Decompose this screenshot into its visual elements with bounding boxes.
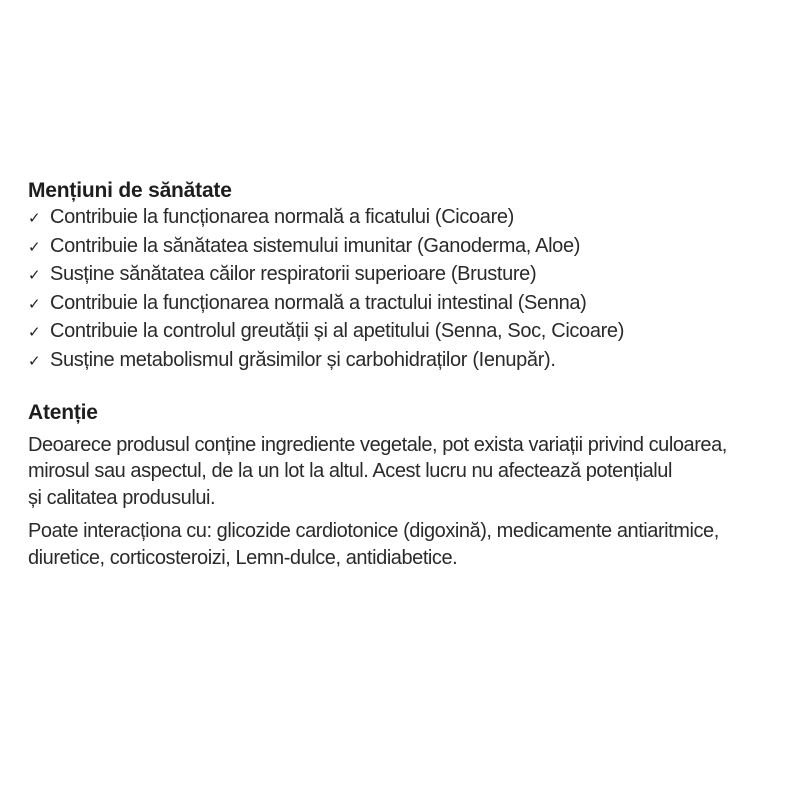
warning-section <box>28 400 788 572</box>
claim-text: Contribuie la sănătatea sistemului imunitar (Ganoderma, Aloe) <box>50 234 581 257</box>
checkmark-icon: ✓ <box>28 238 41 256</box>
claim-text: Susține metabolismul grăsimilor și carbohidraților (Ienupăr). <box>50 348 556 371</box>
paragraph-line: mirosul sau aspectul, de la un lot la altul. Acest lucru nu afectează potențialul <box>28 460 672 483</box>
warning-heading: Atenție <box>28 400 98 424</box>
list-item <box>28 347 788 376</box>
checkmark-icon: ✓ <box>28 210 41 227</box>
list-item <box>28 233 788 262</box>
paragraph-line: Poate interacționa cu: glicozide cardiotonice (digoxină), medicamente antiaritmice, <box>28 520 719 543</box>
checkmark-icon: ✓ <box>28 352 41 370</box>
checkmark-icon: ✓ <box>28 295 41 313</box>
list-item <box>28 204 788 233</box>
paragraph-line: diuretice, corticosteroizi, Lemn-dulce, antidiabetice. <box>28 546 458 569</box>
checkmark-icon: ✓ <box>28 324 41 342</box>
warning-paragraph-interactions <box>28 518 788 571</box>
claim-text: Contribuie la funcționarea normală a tractului intestinal (Senna) <box>50 291 587 314</box>
paragraph-line: Deoarece produsul conține ingrediente vegetale, pot exista variații privind culoarea, <box>28 433 727 456</box>
health-claims-section <box>28 178 788 376</box>
health-claims-list <box>28 204 788 376</box>
document-content <box>28 178 788 579</box>
list-item <box>28 318 788 347</box>
claim-text: Contribuie la controlul greutății și al apetitului (Senna, Soc, Cicoare) <box>50 320 624 343</box>
paragraph-line: și calitatea produsului. <box>28 486 216 509</box>
checkmark-icon: ✓ <box>28 267 41 285</box>
list-item <box>28 261 788 290</box>
warning-paragraph-variations <box>28 432 788 512</box>
list-item <box>28 290 788 319</box>
claim-text: Contribuie la funcționarea normală a ficatului (Cicoare) <box>50 206 514 228</box>
health-claims-heading: Mențiuni de sănătate <box>28 179 232 202</box>
claim-text: Susține sănătatea căilor respiratorii superioare (Brusture) <box>50 263 537 286</box>
